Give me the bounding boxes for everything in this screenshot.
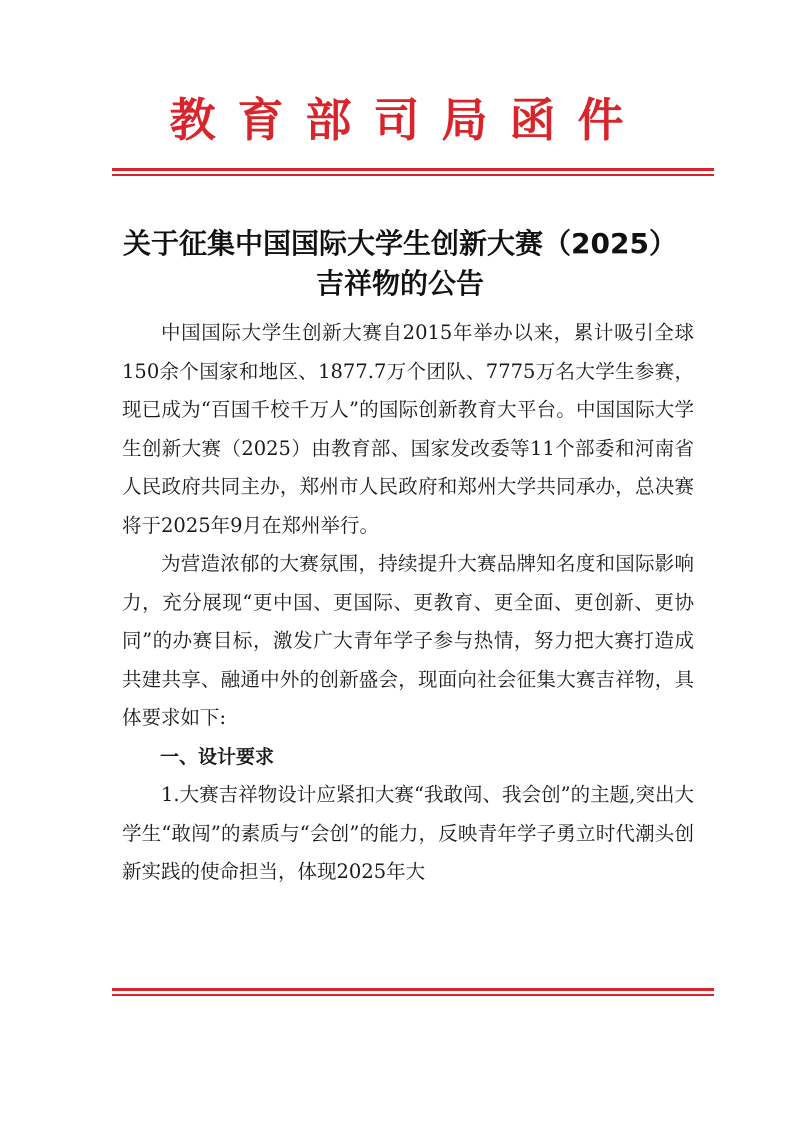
footer-rule-thin (112, 994, 714, 996)
body-paragraph-1: 中国国际大学生创新大赛自2015年举办以来，累计吸引全球150余个国家和地区、1877.7万个团队、7775万名大学生参赛，现已成为“百国千校千万人”的国际创新教育大平台。中国国际大学生创新大赛（2025）由教育部、国家发改委等11个部委和河南省人民政府共同主办，郑州市人民政府和郑州大学共同承办，总决赛将于2025年9月在郑州举行。 (122, 321, 694, 537)
footer-rule-thick (112, 988, 714, 991)
letterhead-rule-thick (112, 168, 714, 171)
body-paragraph-2: 为营造浓郁的大赛氛围，持续提升大赛品牌知名度和国际影响力，充分展现“更中国、更国际、更教育、更全面、更创新、更协同”的办赛目标，激发广大青年学子参与热情，努力把大赛打造成共建共享、融通中外的创新盛会，现面向社会征集大赛吉祥物，具体要求如下: (122, 552, 694, 729)
letterhead-title: 教育部司局函件 (169, 93, 646, 147)
section-heading-design-requirements: 一、设计要求 (160, 745, 275, 768)
document-body (122, 314, 694, 892)
document-title-line-1: 关于征集中国国际大学生创新大赛（2025） (123, 227, 677, 260)
document-title-line-2: 吉祥物的公告 (315, 267, 484, 300)
section-paragraph-1: 1.大赛吉祥物设计应紧扣大赛“我敢闯、我会创”的主题,突出大学生“敢闯”的素质与“会创”的能力，反映青年学子勇立时代潮头创新实践的使命担当，体现2025年大 (122, 783, 694, 883)
letterhead-rule-thin (112, 174, 714, 176)
